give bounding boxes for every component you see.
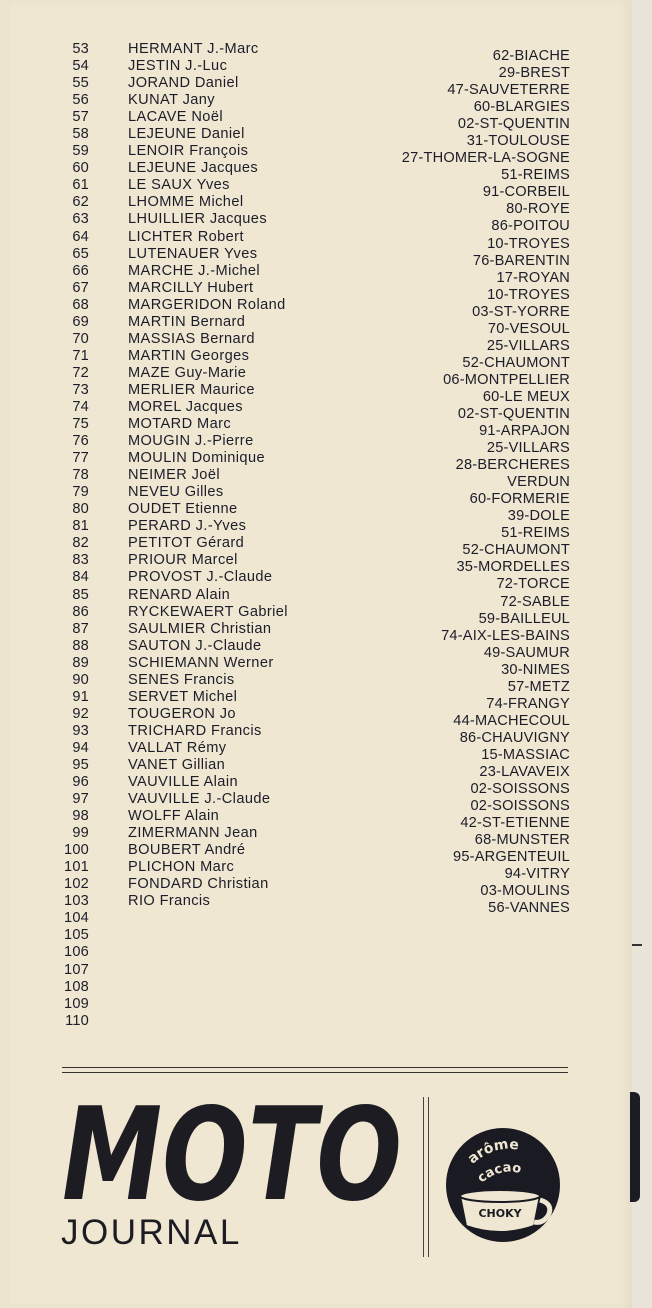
- moto-logo-text: MOTO: [62, 1096, 402, 1211]
- list-row: [0, 501, 652, 525]
- competitor-town: 72-TORCE: [496, 576, 570, 593]
- competitor-town: 27-THOMER-LA-SOGNE: [401, 150, 570, 167]
- competitor-name: SCHIEMANN Werner: [128, 654, 274, 671]
- competitor-town: 03-ST-YORRE: [472, 303, 570, 320]
- competitor-town: 29-BREST: [498, 65, 570, 82]
- competitor-name: SERVET Michel: [128, 688, 238, 705]
- row-number: 99: [72, 825, 89, 842]
- row-number: 90: [72, 671, 89, 688]
- row-number: 61: [72, 177, 89, 194]
- row-number: 83: [72, 552, 89, 569]
- list-row: [0, 808, 652, 832]
- row-number: 54: [72, 58, 89, 75]
- competitor-name: MERLIER Maurice: [128, 381, 255, 398]
- competitor-name: LE SAUX Yves: [128, 177, 230, 194]
- list-row: [0, 962, 652, 979]
- competitor-name: PLICHON Marc: [128, 859, 235, 876]
- row-number: 82: [72, 535, 89, 552]
- journal-logo-text: JOURNAL: [61, 1213, 242, 1252]
- row-number: 102: [64, 876, 89, 893]
- competitor-town: 86-POITOU: [491, 218, 570, 235]
- competitor-name: TOUGERON Jo: [128, 705, 236, 722]
- row-number: 72: [72, 364, 89, 381]
- row-number: 110: [65, 1012, 89, 1029]
- choky-badge: [444, 1126, 562, 1244]
- list-row: [0, 347, 652, 371]
- row-number: 91: [72, 688, 89, 705]
- competitor-town: 51-REIMS: [501, 525, 570, 542]
- list-row: [0, 228, 652, 252]
- row-number: 93: [72, 722, 89, 739]
- list-row: [0, 398, 652, 422]
- competitor-town: 91-ARPAJON: [479, 423, 570, 440]
- list-row: [0, 620, 652, 644]
- list-row: [0, 825, 652, 849]
- row-number: 68: [72, 296, 89, 313]
- row-number: 96: [72, 774, 89, 791]
- competitor-name: FONDARD Christian: [128, 876, 269, 893]
- competitor-town: 60-LE MEUX: [482, 388, 570, 405]
- badge-aroma-text: arôme: [464, 1136, 520, 1168]
- list-row: [0, 92, 652, 116]
- list-row: [0, 552, 652, 576]
- competitor-town: 42-ST-ETIENNE: [460, 815, 570, 832]
- list-row: [0, 484, 652, 508]
- competitor-name: SAUTON J.-Claude: [128, 637, 262, 654]
- competitor-town: 60-FORMERIE: [469, 491, 570, 508]
- competitor-town: 70-VESOUL: [487, 320, 570, 337]
- competitor-town: 51-REIMS: [501, 167, 570, 184]
- badge-cacao-text: cacao: [474, 1160, 523, 1187]
- competitor-town: 10-TROYES: [487, 235, 570, 252]
- competitor-town: 03-MOULINS: [480, 883, 570, 900]
- row-number: 98: [72, 808, 89, 825]
- list-row: [0, 944, 652, 961]
- competitor-name: JORAND Daniel: [128, 75, 239, 92]
- list-row: [0, 279, 652, 303]
- competitor-name: WOLFF Alain: [128, 808, 220, 825]
- list-row: [0, 791, 652, 815]
- competitor-name: BOUBERT André: [128, 842, 246, 859]
- competitor-town: 25-VILLARS: [486, 440, 570, 457]
- row-number: 57: [72, 109, 89, 126]
- competitor-town: 94-VITRY: [504, 866, 570, 883]
- competitor-name: PERARD J.-Yves: [128, 518, 247, 535]
- list-row: [0, 143, 652, 167]
- row-number: 78: [72, 467, 89, 484]
- competitor-name: SENES Francis: [128, 671, 235, 688]
- competitor-name: LUTENAUER Yves: [128, 245, 258, 262]
- list-row: [0, 996, 652, 1013]
- competitor-town: 47-SAUVETERRE: [447, 82, 570, 99]
- row-number: 58: [72, 126, 89, 143]
- row-number: 79: [72, 484, 89, 501]
- competitor-town: 02-SOISSONS: [470, 781, 570, 798]
- row-number: 97: [72, 791, 89, 808]
- competitor-town: 02-ST-QUENTIN: [457, 405, 570, 422]
- row-number: 103: [64, 893, 89, 910]
- competitor-town: 02-SOISSONS: [470, 798, 570, 815]
- list-row: [0, 1013, 652, 1030]
- competitor-name: MARCILLY Hubert: [128, 279, 254, 296]
- competitor-town: 35-MORDELLES: [456, 559, 570, 576]
- competitor-name: TRICHARD Francis: [128, 722, 262, 739]
- list-row: [0, 739, 652, 763]
- participant-list: [0, 41, 652, 1030]
- badge-brand-text: CHOKY: [478, 1207, 522, 1220]
- competitor-name: MARTIN Georges: [128, 347, 250, 364]
- row-number: 105: [64, 927, 89, 944]
- competitor-town: 56-VANNES: [488, 900, 570, 917]
- competitor-town: 23-LAVAVEIX: [479, 763, 570, 780]
- row-number: 80: [72, 501, 89, 518]
- competitor-name: PRIOUR Marcel: [128, 552, 238, 569]
- row-number: 62: [72, 194, 89, 211]
- competitor-name: VALLAT Rémy: [128, 739, 227, 756]
- list-row: [0, 688, 652, 712]
- list-row: [0, 245, 652, 269]
- list-row: [0, 654, 652, 678]
- competitor-name: RYCKEWAERT Gabriel: [128, 603, 288, 620]
- list-row: [0, 705, 652, 729]
- list-row: [0, 416, 652, 440]
- competitor-name: LACAVE Noël: [128, 109, 223, 126]
- competitor-name: OUDET Etienne: [128, 501, 238, 518]
- row-number: 64: [72, 228, 89, 245]
- list-row: [0, 586, 652, 610]
- row-number: 55: [72, 75, 89, 92]
- competitor-name: PROVOST J.-Claude: [128, 569, 273, 586]
- competitor-town: 68-MUNSTER: [474, 832, 570, 849]
- competitor-name: LHOMME Michel: [128, 194, 244, 211]
- row-number: 94: [72, 739, 89, 756]
- list-row: [0, 535, 652, 559]
- competitor-town: 28-BERCHERES: [455, 457, 570, 474]
- competitor-name: MAZE Guy-Marie: [128, 364, 247, 381]
- competitor-name: MARTIN Bernard: [128, 313, 246, 330]
- row-number: 85: [72, 586, 89, 603]
- competitor-name: MASSIAS Bernard: [128, 330, 255, 347]
- competitor-name: NEIMER Joël: [128, 467, 220, 484]
- list-row: [0, 177, 652, 201]
- competitor-name: LENOIR François: [128, 143, 249, 160]
- competitor-name: NEVEU Gilles: [128, 484, 224, 501]
- row-number: 86: [72, 603, 89, 620]
- list-row: [0, 450, 652, 474]
- row-number: 77: [72, 450, 89, 467]
- row-number: 74: [72, 398, 89, 415]
- competitor-name: PETITOT Gérard: [128, 535, 245, 552]
- competitor-town: 31-TOULOUSE: [466, 133, 570, 150]
- list-row: [0, 927, 652, 944]
- row-number: 75: [72, 416, 89, 433]
- competitor-name: LHUILLIER Jacques: [128, 211, 268, 228]
- competitor-town: 02-ST-QUENTIN: [457, 116, 570, 133]
- competitor-name: MOTARD Marc: [128, 416, 232, 433]
- list-row: [0, 893, 652, 917]
- row-number: 69: [72, 313, 89, 330]
- row-number: 76: [72, 433, 89, 450]
- competitor-town: 44-MACHECOUL: [453, 712, 570, 729]
- list-row: [0, 637, 652, 661]
- row-number: 106: [64, 944, 89, 961]
- row-number: 101: [64, 859, 89, 876]
- list-row: [0, 842, 652, 866]
- row-number: 70: [72, 330, 89, 347]
- list-row: [0, 364, 652, 388]
- list-row: [0, 296, 652, 320]
- competitor-town: 52-CHAUMONT: [462, 542, 570, 559]
- divider-bottom: [62, 1072, 568, 1073]
- competitor-town: 74-AIX-LES-BAINS: [441, 627, 570, 644]
- competitor-town: 86-CHAUVIGNY: [459, 729, 570, 746]
- competitor-town: 57-METZ: [507, 678, 570, 695]
- row-number: 59: [72, 143, 89, 160]
- competitor-town: 80-ROYE: [506, 201, 570, 218]
- row-number: 88: [72, 637, 89, 654]
- list-row: [0, 876, 652, 900]
- competitor-town: 62-BIACHE: [492, 48, 570, 64]
- list-row: [0, 774, 652, 798]
- row-number: 84: [72, 569, 89, 586]
- row-number: 109: [64, 995, 89, 1012]
- list-row: [0, 859, 652, 883]
- competitor-name: ZIMERMANN Jean: [128, 825, 258, 842]
- competitor-name: MARCHE J.-Michel: [128, 262, 261, 279]
- list-row: [0, 433, 652, 457]
- row-number: 67: [72, 279, 89, 296]
- page-tab: [630, 1092, 640, 1202]
- row-number: 107: [64, 961, 89, 978]
- competitor-town: 39-DOLE: [507, 508, 570, 525]
- list-row: [0, 194, 652, 218]
- row-number: 56: [72, 92, 89, 109]
- row-number: 87: [72, 620, 89, 637]
- vertical-divider: [423, 1097, 424, 1257]
- competitor-town: 74-FRANGY: [486, 695, 570, 712]
- list-row: [0, 160, 652, 184]
- competitor-name: MOULIN Dominique: [128, 450, 265, 467]
- row-number: 81: [72, 518, 89, 535]
- competitor-town: 30-NIMES: [501, 661, 570, 678]
- row-number: 92: [72, 705, 89, 722]
- competitor-town: 60-BLARGIES: [473, 99, 570, 116]
- competitor-name: LICHTER Robert: [128, 228, 244, 245]
- list-row: [0, 467, 652, 491]
- list-row: [0, 75, 652, 99]
- competitor-town: 95-ARGENTEUIL: [453, 849, 570, 866]
- row-number: 63: [72, 211, 89, 228]
- list-row: [0, 126, 652, 150]
- competitor-name: RENARD Alain: [128, 586, 231, 603]
- moto-logo: [60, 1096, 405, 1211]
- row-number: 100: [64, 842, 89, 859]
- competitor-town: 15-MASSIAC: [481, 746, 570, 763]
- row-number: 66: [72, 262, 89, 279]
- row-number: 60: [72, 160, 89, 177]
- list-row: [0, 756, 652, 780]
- row-number: 95: [72, 756, 89, 773]
- list-row: [0, 330, 652, 354]
- list-row: [0, 41, 652, 64]
- competitor-name: VAUVILLE Alain: [128, 774, 238, 791]
- competitor-town: 17-ROYAN: [496, 269, 570, 286]
- list-row: [0, 603, 652, 627]
- competitor-name: KUNAT Jany: [128, 92, 215, 109]
- competitor-name: MOREL Jacques: [128, 398, 243, 415]
- competitor-name: MARGERIDON Roland: [128, 296, 286, 313]
- competitor-name: VAUVILLE J.-Claude: [128, 791, 271, 808]
- list-row: [0, 910, 652, 927]
- competitor-town: 91-CORBEIL: [482, 184, 570, 201]
- list-row: [0, 211, 652, 235]
- list-row: [0, 109, 652, 133]
- list-row: [0, 313, 652, 337]
- list-row: [0, 979, 652, 996]
- competitor-town: 72-SABLE: [500, 593, 570, 610]
- row-number: 73: [72, 381, 89, 398]
- vertical-divider: [428, 1097, 429, 1257]
- competitor-town: 76-BARENTIN: [472, 252, 570, 269]
- competitor-town: 25-VILLARS: [486, 337, 570, 354]
- competitor-name: SAULMIER Christian: [128, 620, 272, 637]
- competitor-name: JESTIN J.-Luc: [128, 58, 228, 75]
- list-row: [0, 518, 652, 542]
- competitor-name: RIO Francis: [128, 893, 211, 910]
- list-row: [0, 381, 652, 405]
- row-number: 71: [72, 347, 89, 364]
- list-row: [0, 58, 652, 82]
- list-row: [0, 671, 652, 695]
- competitor-town: 52-CHAUMONT: [462, 354, 570, 371]
- row-number: 89: [72, 654, 89, 671]
- competitor-name: LEJEUNE Jacques: [128, 160, 259, 177]
- row-number: 65: [72, 245, 89, 262]
- competitor-town: 10-TROYES: [487, 286, 570, 303]
- list-row: [0, 569, 652, 593]
- list-row: [0, 262, 652, 286]
- competitor-name: MOUGIN J.-Pierre: [128, 433, 254, 450]
- competitor-town: 49-SAUMUR: [483, 644, 570, 661]
- competitor-town: 59-BAILLEUL: [478, 610, 570, 627]
- competitor-town: VERDUN: [507, 474, 570, 491]
- row-number: 53: [72, 41, 89, 57]
- list-row: [0, 722, 652, 746]
- row-number: 108: [64, 978, 89, 995]
- competitor-name: HERMANT J.-Marc: [128, 41, 259, 57]
- page-tick: [632, 944, 642, 946]
- competitor-name: VANET Gillian: [128, 756, 226, 773]
- competitor-name: LEJEUNE Daniel: [128, 126, 245, 143]
- divider-top: [62, 1067, 568, 1068]
- competitor-town: 06-MONTPELLIER: [443, 371, 570, 388]
- row-number: 104: [64, 910, 89, 927]
